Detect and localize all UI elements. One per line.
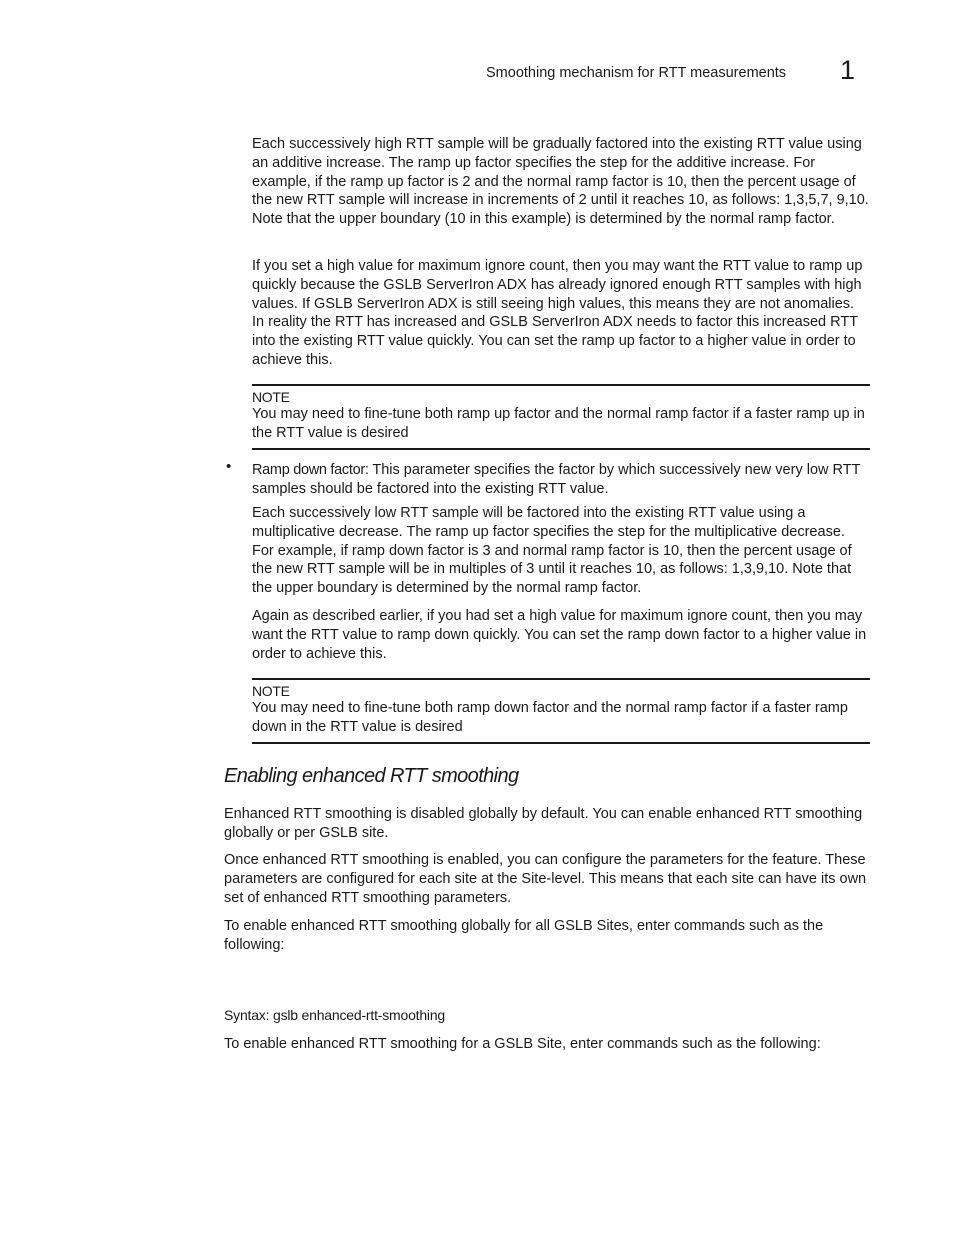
bullet-item-ramp-down-factor — [252, 461, 870, 499]
note-text: You may need to fine-tune both ramp up factor and the normal ramp factor if a faster ramp up in the RTT value is desired — [252, 406, 865, 441]
running-header-title: Smoothing mechanism for RTT measurements — [486, 65, 787, 81]
bullet-term: Ramp down factor: — [252, 462, 369, 478]
paragraph-ramp-up-increase: Each successively high RTT sample will be gradually factored into the existing RTT value using an additive increase. The ramp up factor specifies the step for the additive increase. For example, if the ramp up factor is 2 and the normal ramp factor is 10, then the percent usage of the new RTT sample will increase in increments of 2 until it reaches 10, as follows: 1,3,5,7, 9,10. Note that the upper boundary (10 in this example) is determined by the normal ramp factor. — [252, 136, 869, 228]
note-box-ramp-down — [252, 678, 870, 744]
bullet-marker: • — [226, 458, 232, 475]
chapter-number: 1 — [840, 55, 856, 85]
paragraph-enable-globally: To enable enhanced RTT smoothing globally for all GSLB Sites, enter commands such as the following: — [224, 918, 824, 953]
note-label: NOTE — [252, 389, 290, 405]
paragraph-ramp-down-quickly: Again as described earlier, if you had set a high value for maximum ignore count, then you may want the RTT value to ramp down quickly. You can set the ramp down factor to a higher value in order to achieve this. — [252, 608, 867, 662]
section-heading: Enabling enhanced RTT smoothing — [224, 765, 519, 787]
paragraph-disabled-by-default: Enhanced RTT smoothing is disabled globally by default. You can enable enhanced RTT smoothing globally or per GSLB site. — [224, 806, 863, 841]
note-text: You may need to fine-tune both ramp down factor and the normal ramp factor if a faster ramp down in the RTT value is desired — [252, 700, 848, 735]
note-box-ramp-up — [252, 384, 870, 450]
paragraph-multiplicative-decrease: Each successively low RTT sample will be factored into the existing RTT value using a multiplicative decrease. The ramp up factor specifies the step for the multiplicative decrease. For example, if ramp down factor is 3 and normal ramp factor is 10, then the percent usage of the new RTT sample will be in multiples of 3 until it reaches 10, as follows: 1,3,9,10. Note that the upper boundary is determined by the normal ramp factor. — [252, 505, 852, 597]
paragraph-enable-per-site: To enable enhanced RTT smoothing for a GSLB Site, enter commands such as the following: — [224, 1036, 821, 1052]
paragraph-max-ignore-count: If you set a high value for maximum ignore count, then you may want the RTT value to ramp up quickly because the GSLB ServerIron ADX has already ignored enough RTT samples with high values. If GSLB ServerIron ADX is still seeing high values, this means they are not anomalies. In reality the RTT has increased and GSLB ServerIron ADX needs to factor this increased RTT into the existing RTT value quickly. You can set the ramp up factor to a higher value in order to achieve this. — [252, 258, 863, 368]
note-label: NOTE — [252, 683, 290, 699]
bullet-description: This parameter specifies the factor by which successively new very low RTT samples should be factored into the existing RTT value. — [252, 462, 861, 497]
syntax-line: Syntax: gslb enhanced-rtt-smoothing — [224, 1007, 446, 1023]
paragraph-configure-parameters: Once enhanced RTT smoothing is enabled, you can configure the parameters for the feature. These parameters are configured for each site at the Site-level. This means that each site can have its own set of enhanced RTT smoothing parameters. — [224, 852, 867, 906]
